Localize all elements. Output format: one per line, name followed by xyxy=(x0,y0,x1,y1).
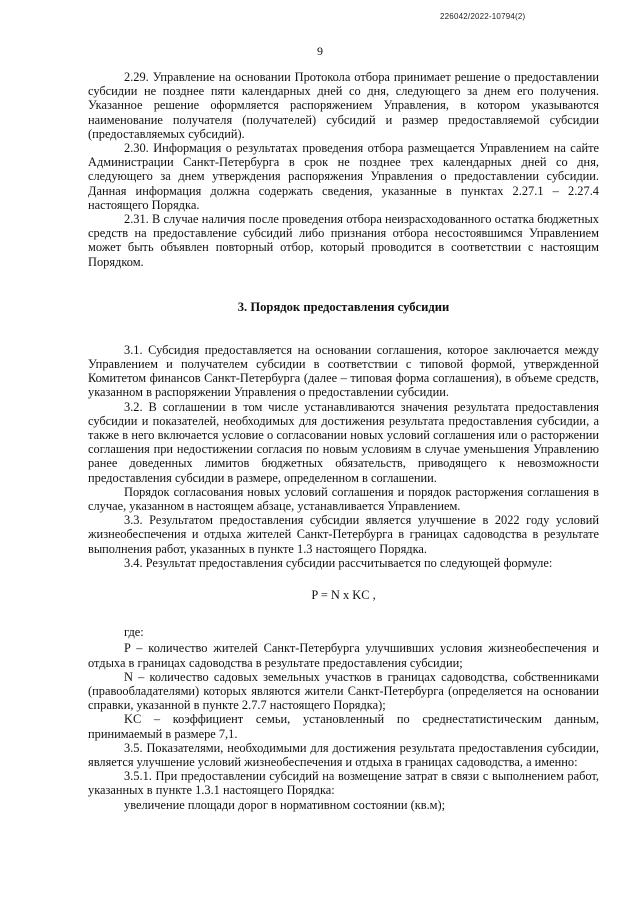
paragraph-3-1: 3.1. Субсидия предоставляется на основании соглашения, которое заключается между Управлением и получателем субсидии в соответствии с типовой формой, утвержденной Комитетом финансов Санкт-Петербурга (далее – типовая форма соглашения), в объеме средств, указанном в распоряжении Управления о предоставлении субсидии. xyxy=(88,342,599,400)
paragraph-3-4: 3.4. Результат предоставления субсидии рассчитывается по следующей формуле: xyxy=(124,555,553,570)
formula: P = N x KC , xyxy=(311,588,376,603)
paragraph-last: увеличение площади дорог в нормативном состоянии (кв.м); xyxy=(124,797,446,812)
paragraph-3-3: 3.3. Результатом предоставления субсидии является улучшение в 2022 году условий жизнеобеспечения и отдыха жителей Санкт-Петербурга в границах садоводства в результате выполнения работ, указанных в пункте 1.3 настоящего Порядка. xyxy=(88,513,599,556)
paragraph-3-2-order: Порядок согласования новых условий соглашения и порядок расторжения соглашения в случае, указанном в настоящем абзаце, устанавливается Управлением. xyxy=(88,484,599,514)
definition-n: N – количество садовых земельных участков в границах садоводства, собственниками (правообладателями) которых являются жители Санкт-Петербурга (определяется на основании справки, указанной в пункте 2.7.7 настоящего Порядка); xyxy=(88,669,599,713)
paragraph-2-30: 2.30. Информация о результатах проведения отбора размещается Управлением на сайте Администрации Санкт-Петербурга в срок не позднее трех календарных дней со дня, следующего за днем утверждения распоряжения Управления о предоставлении субсидии. Данная информация должна содержать сведения, указанные в пунктах 2.27.1 – 2.27.4 настоящего Порядка. xyxy=(88,141,599,212)
document-number: 226042/2022-10794(2) xyxy=(440,12,526,21)
definition-kc: KC – коэффициент семьи, установленный по среднестатистическим данным, принимаемый в размере 7,1. xyxy=(88,712,599,741)
paragraph-3-2: 3.2. В соглашении в том числе устанавливаются значения результата предоставления субсидии и показателей, необходимых для достижения результата предоставления субсидии, а также в него включается условие о согласовании новых условий соглашения или о расторжении соглашения при недостижении согласия по новым условиям в случае уменьшения Управлению ранее доведенных лимитов бюджетных обязательств, приводящего к невозможности предоставления субсидии в размере, определенном в соглашении. xyxy=(88,399,599,485)
where-label: где: xyxy=(124,625,144,640)
paragraph-3-5-1: 3.5.1. При предоставлении субсидий на возмещение затрат в связи с выполнением работ, указанных в пункте 1.3.1 настоящего Порядка: xyxy=(88,769,599,798)
paragraph-2-31: 2.31. В случае наличия после проведения отбора неизрасходованного остатка бюджетных средств на предоставление субсидий либо признания отбора несостоявшимся Управлением может быть объявлен повторный отбор, который проводится в соответствии с настоящим Порядком. xyxy=(88,212,599,269)
section-heading: 3. Порядок предоставления субсидии xyxy=(237,299,450,314)
document-body xyxy=(88,70,599,812)
definition-p: P – количество жителей Санкт-Петербурга улучшивших условия жизнеобеспечения и отдыха в границах садоводства в результате предоставления субсидии; xyxy=(88,641,599,670)
page-number: 9 xyxy=(317,44,323,58)
paragraph-3-5: 3.5. Показателями, необходимыми для достижения результата предоставления субсидии, является улучшение условий жизнеобеспечения и отдыха в границах садоводства, а именно: xyxy=(88,740,599,769)
paragraph-2-29: 2.29. Управление на основании Протокола отбора принимает решение о предоставлении субсидии не позднее пяти календарных дней со дня, следующего за днем его получения. Указанное решение оформляется распоряжением Управления, в котором указываются наименование получателя (получателей) субсидий и размер предоставляемой субсидии (предоставляемых субсидий). xyxy=(88,70,599,141)
